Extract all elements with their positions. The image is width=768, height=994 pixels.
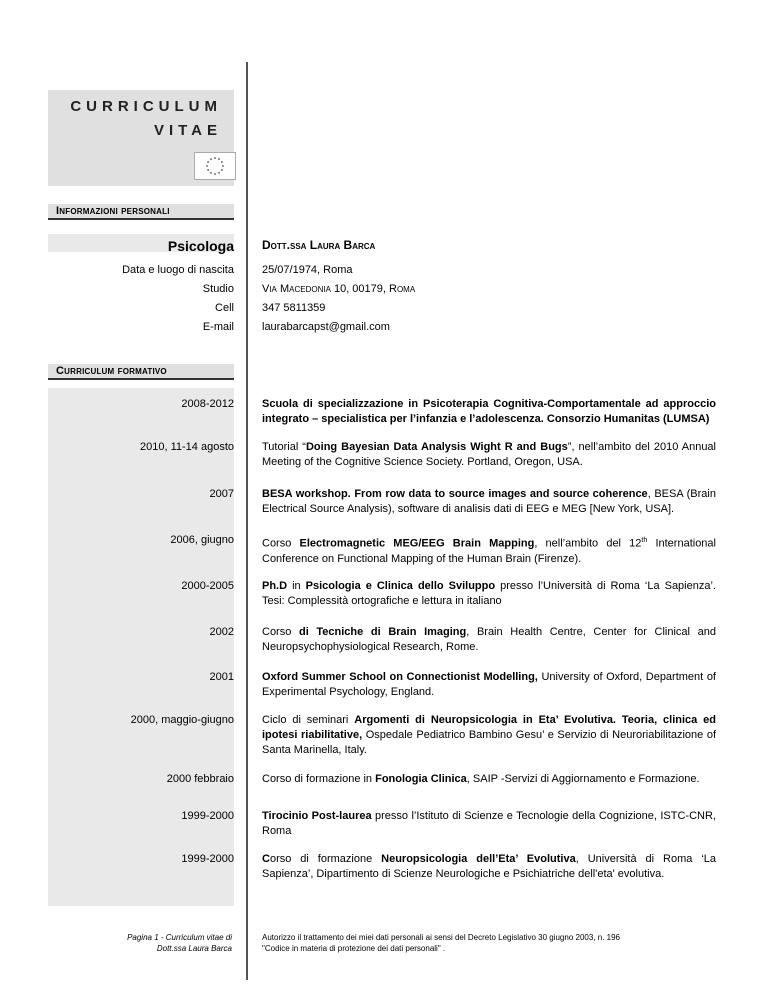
cv-title-line2: VITAE [153,122,222,139]
page-footer-left: Pagina 1 - Curriculum vitae di Dott.ssa Laura Barca [127,933,232,953]
entry-date: 2006, giugno [170,534,234,546]
personal-row [0,302,768,318]
personal-value: 347 5811359 [262,302,326,314]
entry-date: 2001 [209,671,234,683]
section-label-formativo: Curriculum formativo [48,364,234,380]
column-divider [246,62,248,980]
personal-value: Via Macedonia 10, 00179, Roma [262,283,416,295]
personal-email: laurabarcapst@gmail.com [262,321,390,333]
cv-title-block [48,90,234,186]
entry-text: Ciclo di seminari Argomenti di Neuropsicologia in Eta’ Evolutiva. Teoria, clinica ed ipotesi riabilitative, Ospedale Pediatrico Bambino Gesu’ e Servizio di Neuroriabilitazione of Santa Marinella, Italy. [262,714,717,756]
personal-row [0,283,768,299]
personal-value: 25/07/1974, Roma [262,264,353,276]
entry-date: 2007 [209,488,234,500]
entry-date: 1999-2000 [181,810,234,822]
personal-label: E-mail [202,321,234,333]
entry-date: 1999-2000 [181,853,234,865]
entry-text: Oxford Summer School on Connectionist Modelling, University of Oxford, Department of Experimental Psychology, England. [262,671,716,698]
entry-date: 2010, 11-14 agosto [140,441,234,453]
entry-text: Tirocinio Post-laurea presso l’Istituto di Scienze e Tecnologie della Cognizione, ISTC-CNR, Roma [262,810,716,837]
entry-date: 2002 [209,626,234,638]
entry-text: Scuola di specializzazione in Psicoterapia Cognitiva-Comportamentale ad approccio integrato – specialistica per l’infanzia e l’adolescenza. Consorzio Humanitas (LUMSA) [262,398,716,425]
entry-text: Corso Electromagnetic MEG/EEG Brain Mapping, nell’ambito del 12th International Conference on Functional Mapping of the Human Brain (Firenze). [262,537,716,565]
personal-row [0,264,768,280]
entry-text: BESA workshop. From row data to source images and source coherence, BESA (Brain Electrical Source Analysis), software di analisis dati di EEG e MEG [New York, USA]. [262,488,716,515]
personal-name: Dott.ssa Laura Barca [262,238,376,252]
entry-date: 2000-2005 [181,580,234,592]
personal-label: Studio [202,283,234,295]
personal-label: Cell [215,302,234,314]
personal-row [0,321,768,337]
entry-date: 2000, maggio-giugno [130,714,234,726]
entry-text: Corso di formazione in Fonologia Clinica, SAIP -Servizi di Aggiornamento e Formazione. [262,773,700,785]
eu-flag-icon [194,152,236,180]
entry-text: Ph.D in Psicologia e Clinica dello Sviluppo presso l’Università di Roma ‘La Sapienza’. Tesi: Complessità ortografiche e lettura in italiano [262,580,716,607]
entry-text: Tutorial “Doing Bayesian Data Analysis Wight R and Bugs”, nell’ambito del 2010 Annual Meeting of the Cognitive Science Society. Portland, Oregon, USA. [262,441,716,468]
privacy-disclaimer: Autorizzo il trattamento dei miei dati personali ai sensi del Decreto Legislativo 30 giugno 2003, n. 196 "Codice in materia di protezione dei dati personali" . [262,933,620,953]
cv-title-line1: CURRICULUM [70,98,222,115]
personal-label: Data e luogo di nascita [122,264,234,276]
entry-date: 2000 febbraio [166,773,234,785]
entry-text: Corso di formazione Neuropsicologia dell’Eta’ Evolutiva, Università di Roma ‘La Sapienza’, Dipartimento di Scienze Neurologiche e Psichiatriche dell'eta' evolutiva. [262,853,716,880]
section-label-personal: Informazioni personali [48,204,234,220]
entry-text: Corso di Tecniche di Brain Imaging, Brain Health Centre, Center for Clinical and Neuropsychophysiological Research, Rome. [262,626,716,653]
personal-row [0,238,768,254]
entry-date: 2008-2012 [181,398,234,410]
personal-label: Psicologa [167,238,234,254]
